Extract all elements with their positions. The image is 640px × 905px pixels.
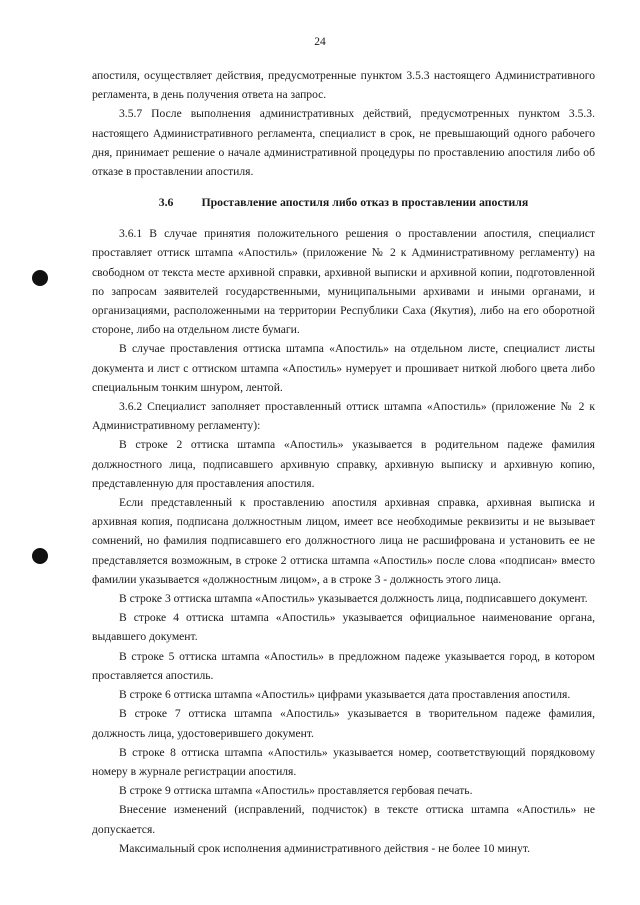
- paragraph: В строке 8 оттиска штампа «Апостиль» указывается номер, соответствующий порядковому номеру в журнале регистрации апостиля.: [92, 745, 595, 778]
- paragraph: Если представленный к проставлению апостиля архивная справка, архивная выписка и архивная копия, подписана должностным лицом, имеет все необходимые реквизиты и не вызывает сомнений, но фамилия подписавшего его должностного лица не расшифрована и установить ее не представляется возможным, в строке 2 оттиска штампа «Апостиль» после слова «подписан» вместо фамилии указывается «должностным лицом», а в строке 3 - должность этого лица.: [92, 496, 595, 586]
- paragraph: апостиля, осуществляет действия, предусмотренные пунктом 3.5.3 настоящего Административного регламента, в день получения ответа на запрос.: [92, 69, 595, 102]
- paragraph: 3.6.2 Специалист заполняет проставленный оттиск штампа «Апостиль» (приложение № 2 к Административному регламенту):: [92, 400, 595, 433]
- paragraph: 3.6.1 В случае принятия положительного решения о проставлении апостиля, специалист проставляет оттиск штампа «Апостиль» (приложение № 2 к Административному регламенту) на свободном от текста месте архивной справки, архивной выписки и архивной копии, подготовленной по запросам заявителей государственными, муниципальными архивами и иными органами, и организациями, расположенными на территории Республики Саха (Якутия), либо на его оборотной стороне, либо на отдельном листе бумаги.: [92, 227, 595, 337]
- paragraph: В строке 5 оттиска штампа «Апостиль» в предложном падеже указывается город, в котором проставляется апостиль.: [92, 649, 595, 682]
- document-body: [92, 66, 595, 858]
- paragraph: В строке 3 оттиска штампа «Апостиль» указывается должность лица, подписавшего документ.: [119, 592, 588, 606]
- paragraph: В строке 2 оттиска штампа «Апостиль» указывается в родительном падеже фамилия должностного лица, подписавшего архивную справку, архивную выписку и архивную копию, представленную для проставления апостиля.: [92, 438, 595, 490]
- section-number: 3.6: [158, 195, 174, 210]
- section-heading: [92, 193, 595, 212]
- paragraph: Внесение изменений (исправлений, подчисток) в тексте оттиска штампа «Апостиль» не допускается.: [92, 803, 595, 836]
- section-title: Проставление апостиля либо отказ в проставлении апостиля: [201, 195, 529, 210]
- paragraph: Максимальный срок исполнения административного действия - не более 10 минут.: [119, 841, 530, 855]
- punch-hole-bottom: [32, 548, 48, 564]
- paragraph: В строке 9 оттиска штампа «Апостиль» проставляется гербовая печать.: [119, 784, 473, 798]
- paragraph: 3.5.7 После выполнения административных действий, предусмотренных пунктом 3.5.3. настоящего Административного регламента, специалист в срок, не превышающий одного рабочего дня, принимает решение о начале административной процедуры по проставлению апостиля либо об отказе в проставлении апостиля.: [92, 107, 595, 179]
- punch-hole-top: [32, 270, 48, 286]
- paragraph: В строке 4 оттиска штампа «Апостиль» указывается официальное наименование органа, выдавшего документ.: [92, 611, 595, 644]
- page-number: 24: [314, 36, 326, 48]
- paragraph: В случае проставления оттиска штампа «Апостиль» на отдельном листе, специалист листы документа и лист с оттиском штампа «Апостиль» нумерует и прошивает ниткой любого цвета либо специальным тонким шнуром, лентой.: [92, 342, 595, 394]
- paragraph: В строке 6 оттиска штампа «Апостиль» цифрами указывается дата проставления апостиля.: [119, 688, 571, 702]
- paragraph: В строке 7 оттиска штампа «Апостиль» указывается в творительном падеже фамилия, должность лица, удостоверившего документ.: [92, 707, 595, 740]
